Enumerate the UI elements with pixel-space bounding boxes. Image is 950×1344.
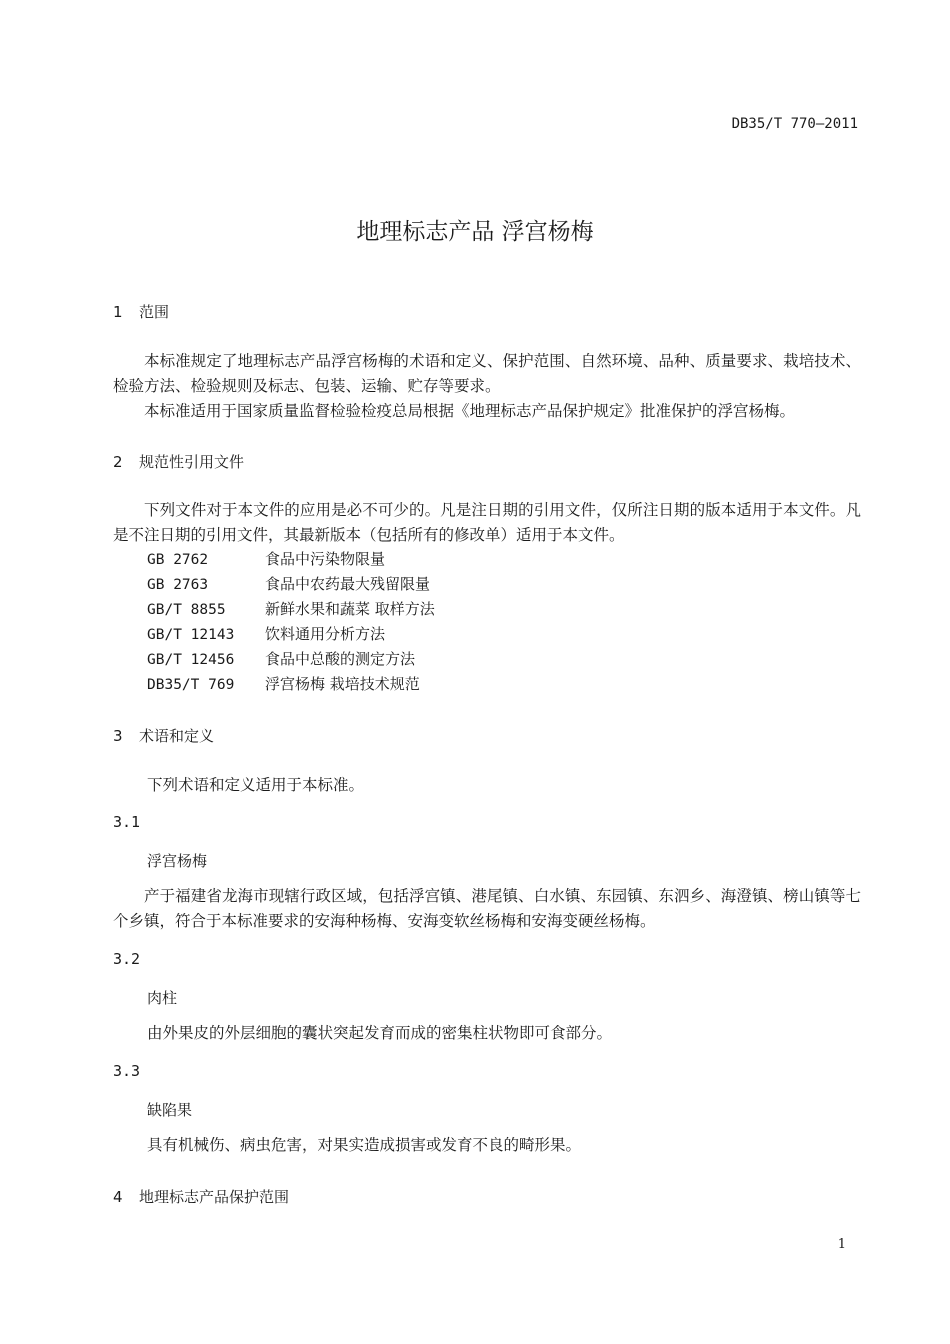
section-number: 4 (113, 1188, 123, 1206)
reference-item (147, 548, 385, 569)
reference-item (147, 573, 430, 594)
reference-code: GB 2763 (147, 577, 209, 593)
term-number: 3.2 (113, 950, 141, 968)
reference-item (147, 673, 420, 694)
reference-item (147, 598, 435, 619)
term-number: 3.3 (113, 1062, 141, 1080)
reference-name: 食品中总酸的测定方法 (265, 650, 416, 668)
reference-name: 食品中污染物限量 (265, 550, 386, 568)
term-title: 肉柱 (147, 989, 178, 1007)
reference-item (147, 648, 415, 669)
page-number: 1 (837, 1237, 846, 1252)
reference-code: GB 2762 (147, 552, 209, 568)
section-1-paragraph-1: 本标准规定了地理标志产品浮宫杨梅的术语和定义、保护范围、自然环境、品种、质量要求、栽培技术、检验方法、检验规则及标志、包装、运输、贮存等要求。 (113, 352, 861, 395)
reference-name: 饮料通用分析方法 (265, 625, 386, 643)
section-1-paragraph-2: 本标准适用于国家质量监督检验检疫总局根据《地理标志产品保护规定》批准保护的浮宫杨梅。 (144, 402, 796, 420)
section-title: 规范性引用文件 (139, 453, 245, 471)
term-definition: 由外果皮的外层细胞的囊状突起发育而成的密集柱状物即可食部分。 (147, 1024, 613, 1042)
section-3-heading (113, 725, 214, 746)
section-4-heading (113, 1186, 289, 1207)
section-title: 术语和定义 (139, 727, 215, 745)
reference-name: 新鲜水果和蔬菜 取样方法 (265, 600, 435, 618)
section-number: 2 (113, 453, 123, 471)
reference-item (147, 623, 385, 644)
term-number: 3.1 (113, 813, 141, 831)
reference-name: 食品中农药最大残留限量 (265, 575, 431, 593)
section-number: 3 (113, 727, 123, 745)
reference-name: 浮宫杨梅 栽培技术规范 (265, 675, 420, 693)
reference-code: GB/T 8855 (147, 602, 226, 618)
term-title: 缺陷果 (147, 1101, 193, 1119)
reference-code: GB/T 12143 (147, 627, 235, 643)
section-title: 地理标志产品保护范围 (139, 1188, 290, 1206)
document-id: DB35/T 770—2011 (731, 116, 858, 132)
section-2-heading (113, 451, 244, 472)
reference-code: GB/T 12456 (147, 652, 235, 668)
reference-code: DB35/T 769 (147, 677, 235, 693)
section-number: 1 (113, 303, 123, 321)
term-definition: 具有机械伤、病虫危害，对果实造成损害或发育不良的畸形果。 (147, 1136, 582, 1154)
page-title: 地理标志产品 浮宫杨梅 (356, 219, 594, 245)
section-2-paragraph: 下列文件对于本文件的应用是必不可少的。凡是注日期的引用文件，仅所注日期的版本适用于本文件。凡是不注日期的引用文件，其最新版本（包括所有的修改单）适用于本文件。 (113, 501, 861, 544)
section-3-intro: 下列术语和定义适用于本标准。 (147, 776, 365, 794)
section-1-heading (113, 301, 169, 322)
section-title: 范围 (139, 303, 170, 321)
term-definition: 产于福建省龙海市现辖行政区域，包括浮宫镇、港尾镇、白水镇、东园镇、东泗乡、海澄镇、榜山镇等七个乡镇，符合于本标准要求的安海种杨梅、安海变软丝杨梅和安海变硬丝杨梅。 (113, 887, 861, 930)
term-title: 浮宫杨梅 (147, 852, 208, 870)
